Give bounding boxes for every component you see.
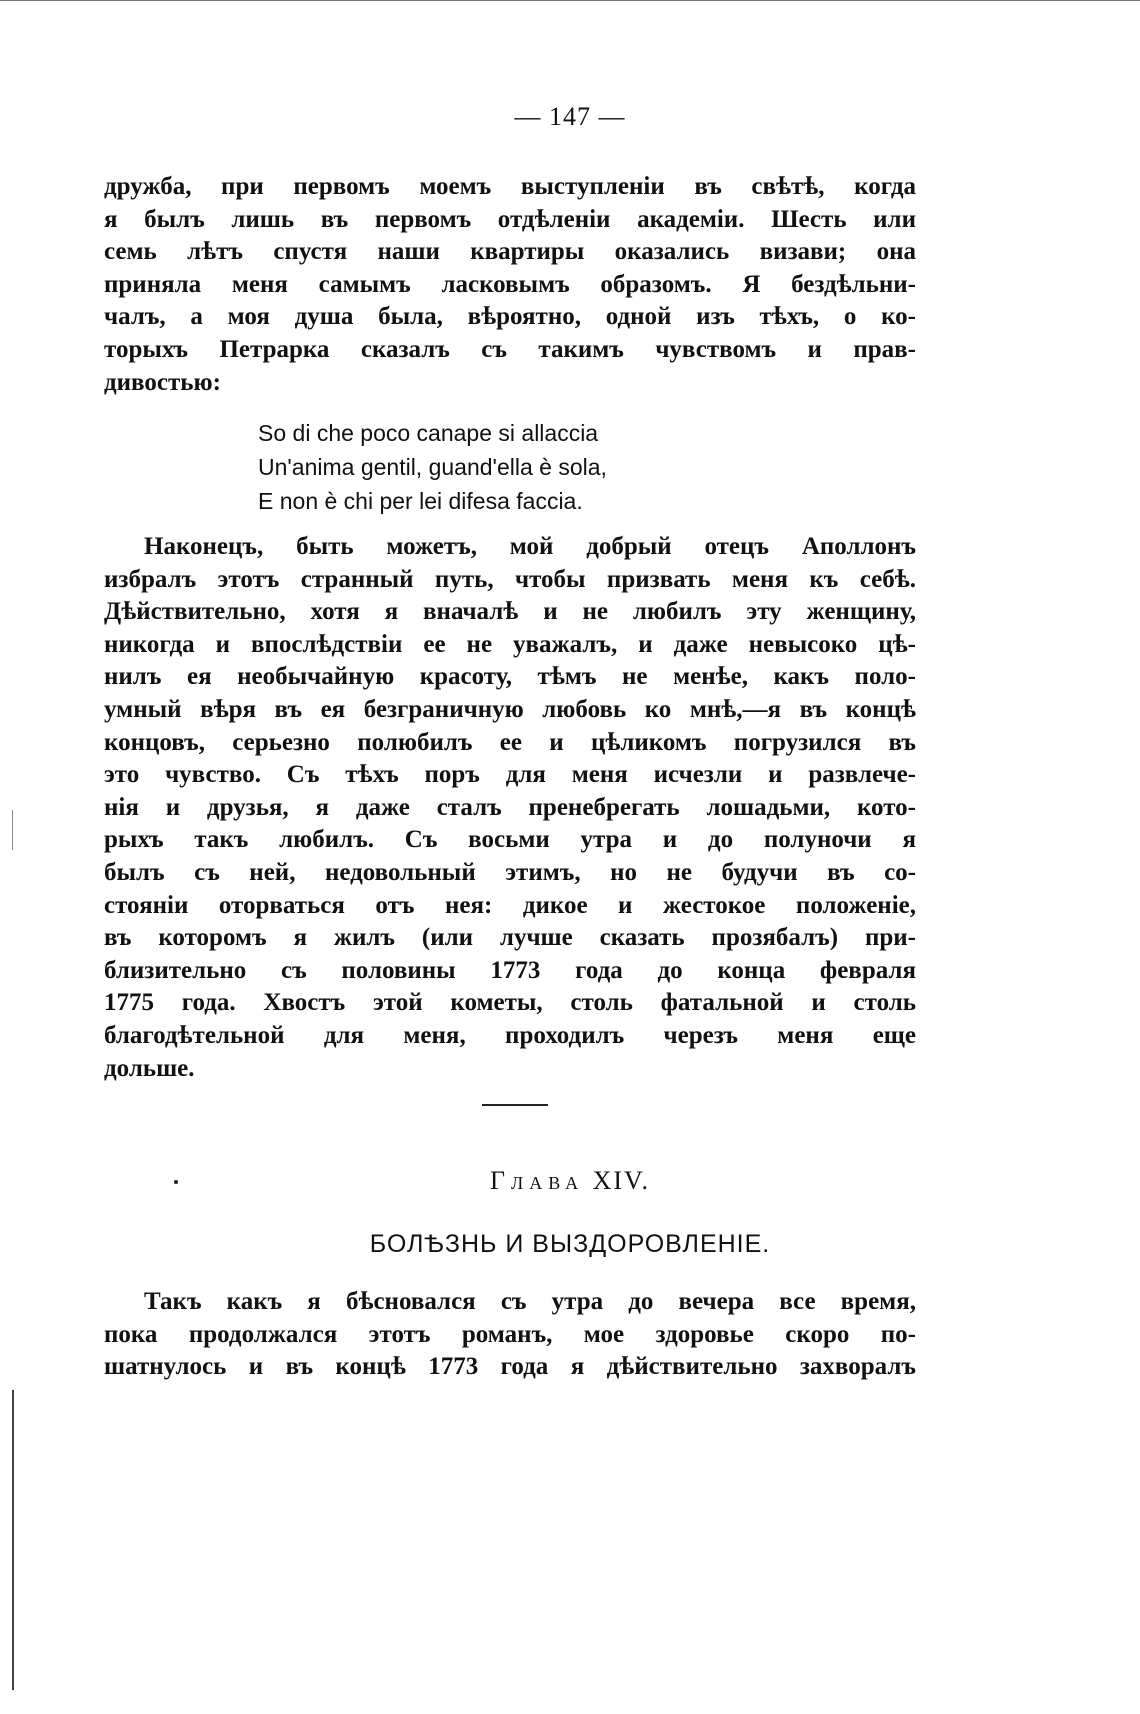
text-line: приняла меня самымъ ласковымъ образомъ. Я бездѣльни-	[104, 270, 916, 298]
paragraph-2	[104, 531, 916, 1085]
text-line: чалъ, а моя душа была, вѣроятно, одной изъ тѣхъ, о ко-	[104, 303, 916, 331]
text-line: былъ съ ней, недовольный этимъ, но не будучи въ со-	[104, 858, 916, 886]
text-line: избралъ этотъ странный путь, чтобы призвать меня къ себѣ.	[104, 565, 916, 593]
paragraph-3	[104, 1286, 916, 1384]
scan-left-edge-mark	[12, 810, 13, 850]
chapter-word: Глава	[490, 1166, 585, 1195]
text-line: семь лѣтъ спустя наши квартиры оказались визави; она	[104, 238, 916, 266]
verse-line: So di che poco canape si allaccia	[258, 420, 599, 446]
text-line: это чувство. Съ тѣхъ поръ для меня исчезли и развлече-	[104, 761, 916, 789]
chapter-label	[0, 1166, 1140, 1196]
paragraph-1	[104, 171, 916, 399]
chapter-number: XIV.	[592, 1166, 650, 1195]
text-line: нія и друзья, я даже сталъ пренебрегать лошадьми, кото-	[104, 793, 916, 821]
text-line: нилъ ея необычайную красоту, тѣмъ не менѣе, какъ поло-	[104, 663, 916, 691]
text-line: стояніи оторваться отъ нея: дикое и жестокое положеніе,	[104, 891, 916, 919]
verse-line: E non è chi per lei difesa faccia.	[258, 488, 583, 514]
section-divider	[482, 1104, 548, 1106]
text-line: Такъ какъ я бѣсновался съ утра до вечера все время,	[144, 1288, 916, 1315]
text-line: благодѣтельной для меня, проходилъ черезъ меня еще	[104, 1021, 916, 1049]
page-number: — 147 —	[514, 102, 626, 131]
text-line: 1775 года. Хвостъ этой кометы, столь фатальной и столь	[104, 989, 916, 1017]
scan-left-edge	[12, 1390, 14, 1690]
verse-line: Un'anima gentil, guand'ella è sola,	[258, 454, 607, 480]
text-line: Наконецъ, быть можетъ, мой добрый отецъ Аполлонъ	[144, 533, 916, 560]
text-line: Дѣйствительно, хотя я вначалѣ и не любилъ эту женщину,	[104, 598, 916, 626]
text-line: шатнулось и въ концѣ 1773 года я дѣйствительно захворалъ	[104, 1353, 916, 1381]
text-line: въ которомъ я жилъ (или лучше сказать прозябалъ) при-	[104, 924, 916, 952]
page-top-rule	[0, 0, 1140, 1]
text-line: близительно съ половины 1773 года до конца февраля	[104, 956, 916, 984]
text-line: дружба, при первомъ моемъ выступленіи въ свѣтѣ, когда	[104, 173, 916, 200]
text-line: пока продолжался этотъ романъ, мое здоровье скоро по-	[104, 1320, 916, 1348]
text-line: умный вѣря въ ея безграничную любовь ко мнѣ,—я въ концѣ	[104, 695, 916, 723]
chapter-title: БОЛѢЗНЬ И ВЫЗДОРОВЛЕНІЕ.	[369, 1230, 771, 1258]
text-line: никогда и впослѣдствіи ее не уважалъ, и даже невысоко цѣ-	[104, 630, 916, 658]
text-line: концовъ, серьезно полюбилъ ее и цѣликомъ погрузился въ	[104, 728, 916, 756]
text-line: дольше.	[104, 1054, 195, 1082]
verse-quote	[258, 416, 607, 518]
text-line: я былъ лишь въ первомъ отдѣленіи академіи. Шесть или	[104, 205, 916, 233]
text-line: дивостью:	[104, 368, 221, 396]
text-line: рыхъ такъ любилъ. Съ восьми утра и до полуночи я	[104, 826, 916, 854]
text-line: торыхъ Петрарка сказалъ съ такимъ чувствомъ и прав-	[104, 335, 916, 363]
